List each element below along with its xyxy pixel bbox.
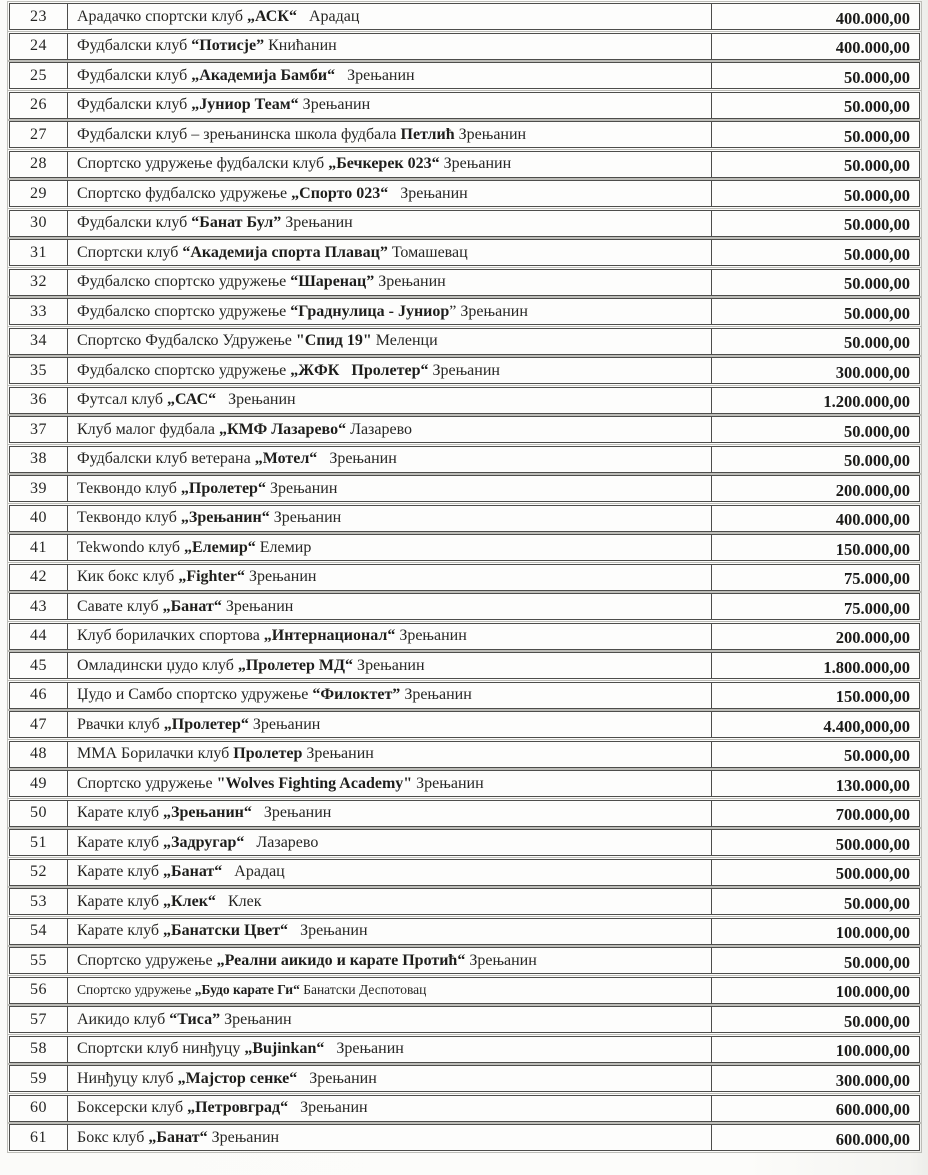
club-name: Фудбалско спортско удружење “Граднулица - Јуниор ” Зрењанин xyxy=(77,302,528,320)
table-row xyxy=(9,1095,920,1122)
amount-value: 400.000,00 xyxy=(711,4,919,29)
row-number: 56 xyxy=(10,978,68,1003)
club-name: Омладински џудо клуб „Пролетер МД“ Зрењанин xyxy=(77,656,425,674)
club-name: Спортско удружење „Реални аикидо и карате Протић“ Зрењанин xyxy=(77,951,537,969)
table-row xyxy=(9,1124,920,1151)
club-name: Арадачко спортски клуб „АСК“ Арадац xyxy=(77,7,360,25)
amount-value: 700.000,00 xyxy=(711,801,919,826)
club-name: Клуб малог фудбала „КМФ Лазарево“ Лазарево xyxy=(77,420,413,438)
table-row xyxy=(9,475,920,502)
row-number: 33 xyxy=(10,299,68,324)
amount-value: 150.000,00 xyxy=(711,535,919,560)
club-name: Бокс клуб „Банат“ Зрењанин xyxy=(77,1128,280,1146)
amount-value: 150.000,00 xyxy=(711,683,919,708)
club-name: Фудбалско спортско удружење „ЖФК Пролетер“ Зрењанин xyxy=(77,361,500,379)
club-name: Карате клуб „Задругар“ Лазарево xyxy=(77,833,319,851)
table-row xyxy=(9,623,920,650)
table-row xyxy=(9,1036,920,1063)
table-row xyxy=(9,328,920,355)
table-row xyxy=(9,180,920,207)
amount-value: 400.000,00 xyxy=(711,34,919,59)
row-number: 27 xyxy=(10,122,68,147)
table-row xyxy=(9,947,920,974)
amount-value: 200.000,00 xyxy=(711,476,919,501)
table-row xyxy=(9,446,920,473)
grants-table xyxy=(9,3,920,1151)
row-number: 48 xyxy=(10,742,68,767)
amount-value: 50.000,00 xyxy=(711,299,919,324)
club-name: Теквондо клуб „Пролетер“ Зрењанин xyxy=(77,479,338,497)
row-number: 52 xyxy=(10,860,68,885)
table-row xyxy=(9,564,920,591)
table-row xyxy=(9,269,920,296)
table-row xyxy=(9,3,920,30)
club-name: Спортски клуб “Академија спорта Плавац” Томашевац xyxy=(77,243,468,261)
club-name: Рвачки клуб „Пролетер“ Зрењанин xyxy=(77,715,321,733)
row-number: 61 xyxy=(10,1125,68,1150)
row-number: 24 xyxy=(10,34,68,59)
amount-value: 50.000,00 xyxy=(711,93,919,118)
row-number: 46 xyxy=(10,683,68,708)
row-number: 50 xyxy=(10,801,68,826)
club-name: Клуб борилачких спортова „Интернационал“ Зрењанин xyxy=(77,627,467,644)
row-number: 57 xyxy=(10,1007,68,1032)
amount-value: 600.000,00 xyxy=(711,1125,919,1150)
table-row xyxy=(9,859,920,886)
table-row xyxy=(9,62,920,89)
amount-value: 50.000,00 xyxy=(711,240,919,265)
row-number: 47 xyxy=(10,712,68,737)
amount-value: 130.000,00 xyxy=(711,771,919,796)
club-name: Фудбалски клуб „Академија Бамби“ Зрењанин xyxy=(77,66,415,84)
amount-value: 200.000,00 xyxy=(711,624,919,649)
amount-value: 4.400,000,00 xyxy=(711,712,919,737)
amount-value: 50.000,00 xyxy=(711,1007,919,1032)
amount-value: 600.000,00 xyxy=(711,1096,919,1121)
club-name: Карате клуб „Клек“ Клек xyxy=(77,892,262,910)
amount-value: 50.000,00 xyxy=(711,889,919,914)
table-row xyxy=(9,593,920,620)
row-number: 26 xyxy=(10,93,68,118)
amount-value: 50.000,00 xyxy=(711,181,919,206)
table-row xyxy=(9,298,920,325)
row-number: 41 xyxy=(10,535,68,560)
club-name: Фудбалски клуб “Потисје” Книћанин xyxy=(77,37,337,54)
club-name: Теквондо клуб „Зрењанин“ Зрењанин xyxy=(77,509,342,526)
row-number: 30 xyxy=(10,211,68,236)
amount-value: 500.000,00 xyxy=(711,830,919,855)
club-name: Нинђуцу клуб „Мајстор сенке“ Зрењанин xyxy=(77,1069,377,1087)
table-row xyxy=(9,534,920,561)
row-number: 38 xyxy=(10,447,68,472)
row-number: 23 xyxy=(10,4,68,29)
table-row xyxy=(9,33,920,60)
amount-value: 50.000,00 xyxy=(711,948,919,973)
table-row xyxy=(9,1065,920,1092)
row-number: 40 xyxy=(10,506,68,531)
amount-value: 300.000,00 xyxy=(711,358,919,383)
table-row xyxy=(9,741,920,768)
row-number: 25 xyxy=(10,63,68,88)
club-name: Кик бокс клуб „Fighter“ Зрењанин xyxy=(77,568,317,585)
table-row xyxy=(9,121,920,148)
club-name: Футсал клуб „САС“ Зрењанин xyxy=(77,391,296,408)
row-number: 31 xyxy=(10,240,68,265)
row-number: 44 xyxy=(10,624,68,649)
table-row xyxy=(9,210,920,237)
table-row xyxy=(9,505,920,532)
amount-value: 50.000,00 xyxy=(711,211,919,236)
amount-value: 500.000,00 xyxy=(711,860,919,885)
club-name: Спортско удружење „Будо карате Ги“ Банатски Деспотовац xyxy=(77,982,427,997)
amount-value: 50.000,00 xyxy=(711,742,919,767)
amount-value: 50.000,00 xyxy=(711,152,919,177)
table-row xyxy=(9,711,920,738)
amount-value: 100.000,00 xyxy=(711,978,919,1003)
amount-value: 1.800.000,00 xyxy=(711,653,919,678)
club-name: ММА Борилачки клуб Пролетер Зрењанин xyxy=(77,745,374,762)
row-number: 53 xyxy=(10,889,68,914)
club-name: Спортско Фудбалско Удружење "Спид 19" Меленци xyxy=(77,332,438,349)
row-number: 42 xyxy=(10,565,68,590)
club-name: Карате клуб „Зрењанин“ Зрењанин xyxy=(77,804,332,821)
club-name: Спортски клуб нинђуцу „Bujinkan“ Зрењанин xyxy=(77,1040,404,1057)
table-row xyxy=(9,682,920,709)
amount-value: 100.000,00 xyxy=(711,919,919,944)
amount-value: 300.000,00 xyxy=(711,1066,919,1091)
table-row xyxy=(9,829,920,856)
club-name: Боксерски клуб „Петровград“ Зрењанин xyxy=(77,1099,368,1116)
row-number: 35 xyxy=(10,358,68,383)
table-row xyxy=(9,800,920,827)
amount-value: 1.200.000,00 xyxy=(711,388,919,413)
amount-value: 50.000,00 xyxy=(711,63,919,88)
row-number: 45 xyxy=(10,653,68,678)
amount-value: 75.000,00 xyxy=(711,594,919,619)
club-name: Аикидо клуб “Тиса” Зрењанин xyxy=(77,1010,292,1028)
table-row xyxy=(9,387,920,414)
row-number: 36 xyxy=(10,388,68,413)
club-name: Фудбалски клуб “Банат Бул” Зрењанин xyxy=(77,214,353,231)
row-number: 29 xyxy=(10,181,68,206)
row-number: 54 xyxy=(10,919,68,944)
table-row xyxy=(9,1006,920,1033)
club-name: Спортско фудбалско удружење „Спорто 023“ Зрењанин xyxy=(77,184,468,202)
club-name: Фудбалски клуб ветерана „Мотел“ Зрењанин xyxy=(77,450,397,467)
club-name: Фудбалски клуб – зрењанинска школа фудбала Петлић Зрењанин xyxy=(77,125,527,143)
amount-value: 50.000,00 xyxy=(711,447,919,472)
table-row xyxy=(9,918,920,945)
club-name: Спортско удружење фудбалски клуб „Бечкерек 023“ Зрењанин xyxy=(77,155,512,172)
row-number: 43 xyxy=(10,594,68,619)
amount-value: 100.000,00 xyxy=(711,1037,919,1062)
amount-value: 50.000,00 xyxy=(711,417,919,442)
row-number: 34 xyxy=(10,329,68,354)
row-number: 32 xyxy=(10,270,68,295)
row-number: 59 xyxy=(10,1066,68,1091)
row-number: 28 xyxy=(10,152,68,177)
amount-value: 75.000,00 xyxy=(711,565,919,590)
row-number: 37 xyxy=(10,417,68,442)
amount-value: 50.000,00 xyxy=(711,270,919,295)
amount-value: 50.000,00 xyxy=(711,329,919,354)
row-number: 55 xyxy=(10,948,68,973)
table-row xyxy=(9,888,920,915)
table-row xyxy=(9,770,920,797)
row-number: 39 xyxy=(10,476,68,501)
club-name: Савате клуб „Банат“ Зрењанин xyxy=(77,597,294,615)
amount-value: 50.000,00 xyxy=(711,122,919,147)
club-name: Карате клуб „Банатски Цвет“ Зрењанин xyxy=(77,922,368,939)
table-row xyxy=(9,652,920,679)
club-name: Фудбалско спортско удружење “Шаренац” Зрењанин xyxy=(77,273,446,290)
club-name: Карате клуб „Банат“ Арадац xyxy=(77,863,285,880)
table-row xyxy=(9,239,920,266)
table-row xyxy=(9,977,920,1004)
row-number: 49 xyxy=(10,771,68,796)
club-name: Џудо и Самбо спортско удружење “Филоктет” Зрењанин xyxy=(77,686,472,703)
club-name: Tekwondo клуб „Елемир“ Елемир xyxy=(77,538,312,556)
table-row xyxy=(9,357,920,384)
amount-value: 400.000,00 xyxy=(711,506,919,531)
row-number: 51 xyxy=(10,830,68,855)
row-number: 58 xyxy=(10,1037,68,1062)
row-number: 60 xyxy=(10,1096,68,1121)
club-name: Фудбалски клуб „Јуниор Теам“ Зрењанин xyxy=(77,96,371,113)
table-row xyxy=(9,151,920,178)
table-row xyxy=(9,92,920,119)
club-name: Спортско удружење "Wolves Fighting Academy" Зрењанин xyxy=(77,774,484,792)
table-row xyxy=(9,416,920,443)
